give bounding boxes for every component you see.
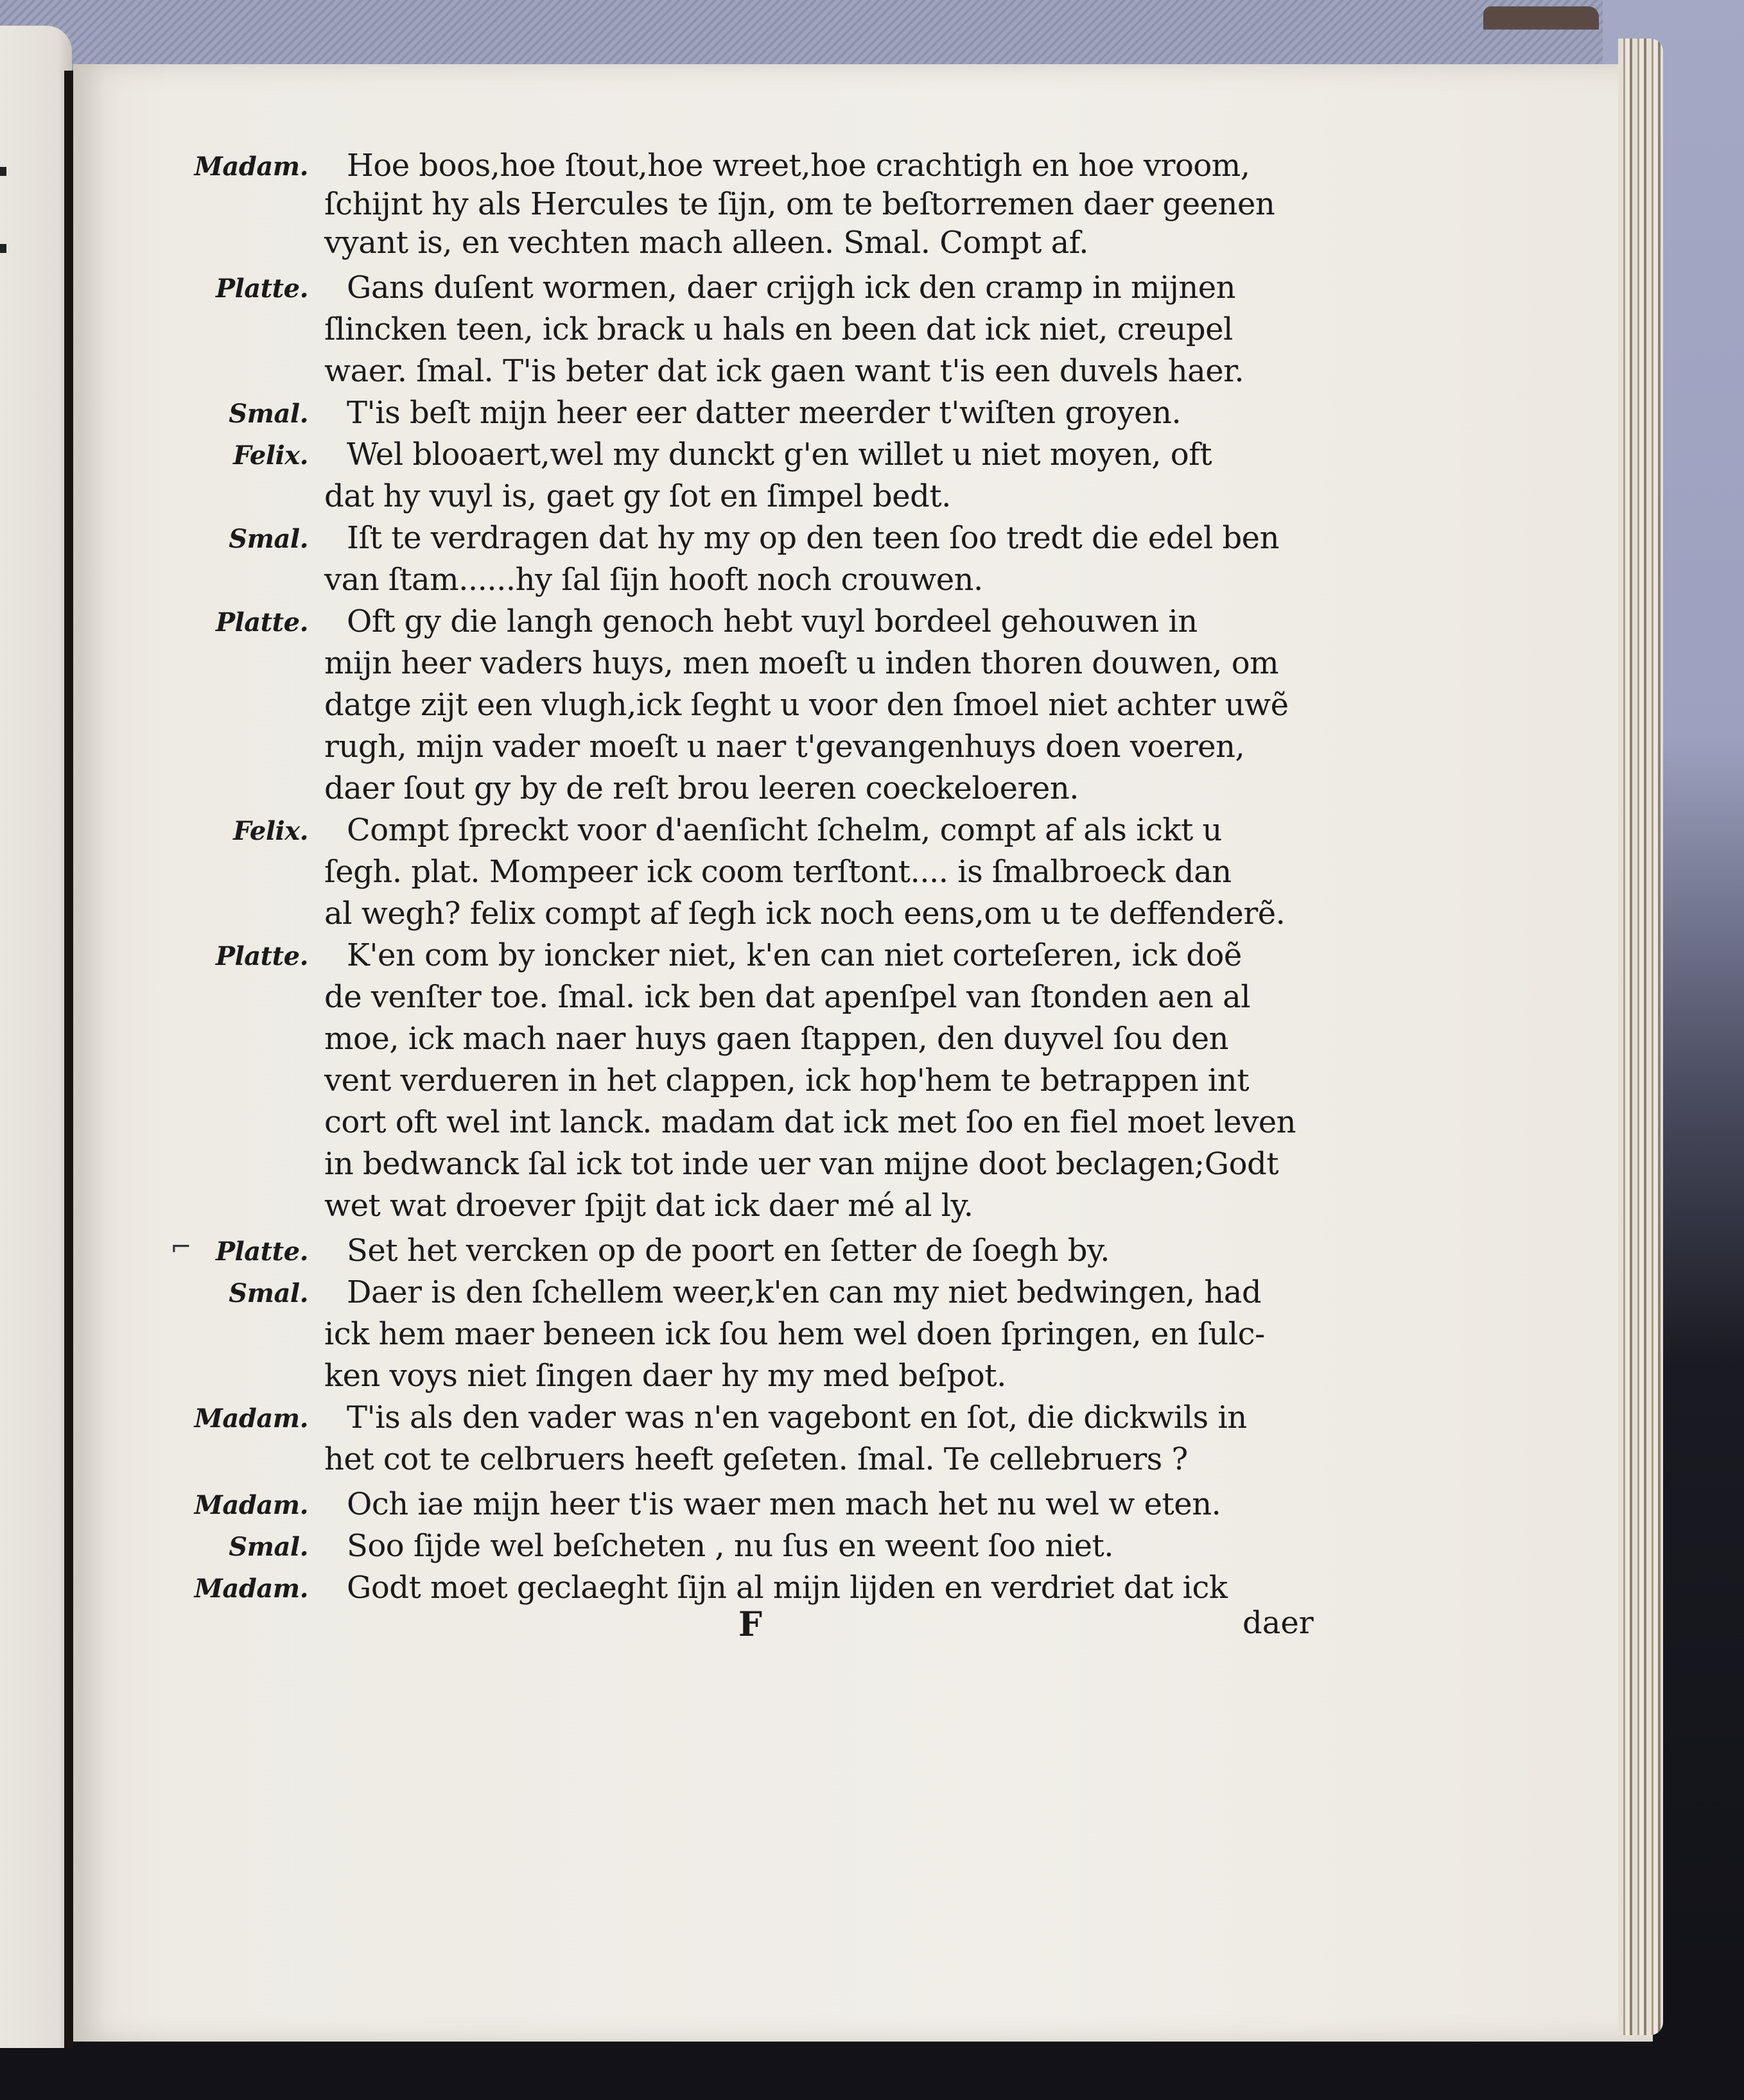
continuation-text: ſlincken teen, ick brack u hals en been dat ick niet, creupel: [324, 311, 1233, 347]
speaker-label: Smal.: [229, 399, 308, 429]
continuation-text: ick hem maer beneen ick ſou hem wel doen ſpringen, en ſulc-: [324, 1316, 1265, 1352]
speech-text: Gans duſent wormen, daer crijgh ick den cramp in mijnen: [347, 270, 1236, 306]
speaker-label: Felix.: [233, 816, 308, 846]
continuation-text: dat hy vuyl is, gaet gy ſot en ſimpel bedt.: [324, 478, 951, 514]
speaker-label: Platte.: [215, 1237, 308, 1267]
speech-text: Hoe boos,hoe ſtout,hoe wreet,hoe crachtigh en hoe vroom,: [347, 148, 1250, 184]
speech-text: Wel blooaert,wel my dunckt g'en willet u niet moyen, oft: [347, 437, 1212, 473]
continuation-text: in bedwanck ſal ick tot inde uer van mijne doot beclagen;Godt: [324, 1146, 1278, 1182]
speaker-label: Madam.: [194, 1403, 308, 1434]
signature-mark: F: [738, 1605, 762, 1644]
continuation-text: al wegh? felix compt af ſegh ick noch eens,om u te deffenderẽ.: [324, 896, 1286, 932]
continuation-text: mijn heer vaders huys, men moeſt u inden thoren douwen, om: [324, 645, 1279, 681]
speaker-label: Platte.: [215, 941, 308, 971]
book-binding: [1483, 6, 1599, 30]
facing-page-left: [0, 26, 72, 2048]
continuation-text: waer. ſmal. T'is beter dat ick gaen want t'is een duvels haer.: [324, 353, 1244, 389]
marginal-bracket-mark: ⌐: [170, 1233, 192, 1262]
speech-text: Daer is den ſchellem weer,k'en can my niet bedwingen, had: [347, 1274, 1262, 1310]
continuation-text: ken voys niet ſingen daer hy my med beſpot.: [324, 1358, 1006, 1394]
continuation-text: vent verdueren in het clappen, ick hop'hem te betrappen int: [324, 1063, 1249, 1098]
continuation-text: moe, ick mach naer huys gaen ſtappen, den duyvel ſou den: [324, 1021, 1229, 1057]
speaker-label: Platte.: [215, 273, 308, 304]
speaker-label: Madam.: [194, 1490, 308, 1520]
speaker-label: Smal.: [229, 1532, 308, 1562]
catchword: daer: [1243, 1605, 1314, 1641]
speech-text: Compt ſpreckt voor d'aenſicht ſchelm, compt af als ickt u: [347, 812, 1222, 848]
continuation-text: vyant is, en vechten mach alleen. Smal. Compt af.: [324, 225, 1089, 261]
speech-text: Soo ſijde wel beſcheten , nu ſus en weent ſoo niet.: [347, 1528, 1114, 1564]
continuation-text: datge zijt een vlugh,ick ſeght u voor den ſmoel niet achter uwẽ: [324, 687, 1289, 723]
page-fore-edge: [1618, 39, 1663, 2035]
speaker-label: Smal.: [229, 1278, 308, 1308]
speaker-label: Felix.: [233, 440, 308, 471]
continuation-text: het cot te celbruers heeft geſeten. ſmal. Te cellebruers ?: [324, 1441, 1188, 1477]
continuation-text: wet wat droever ſpijt dat ick daer mé al ly.: [324, 1188, 973, 1224]
continuation-text: ſchijnt hy als Hercules te ſijn, om te beſtorremen daer geenen: [324, 186, 1275, 222]
speech-text: Oft gy die langh genoch hebt vuyl bordeel gehouwen in: [347, 603, 1198, 639]
speaker-label: Madam.: [194, 1574, 308, 1604]
speech-text: Och iae mijn heer t'is waer men mach het nu wel w eten.: [347, 1486, 1221, 1522]
continuation-text: cort oft wel int lanck. madam dat ick met ſoo en fiel moet leven: [324, 1104, 1296, 1140]
continuation-text: de venſter toe. ſmal. ick ben dat apenſpel van ſtonden aen al: [324, 979, 1251, 1015]
continuation-text: ſegh. plat. Mompeer ick coom terſtont.... is ſmalbroeck dan: [324, 854, 1232, 890]
continuation-text: rugh, mijn vader moeſt u naer t'gevangenhuys doen voeren,: [324, 729, 1245, 765]
speech-text: Iſt te verdragen dat hy my op den teen ſoo tredt die edel ben: [347, 520, 1279, 556]
speech-text: Godt moet geclaeght ſijn al mijn lijden en verdriet dat ick: [347, 1570, 1228, 1606]
speech-text: K'en com by ioncker niet, k'en can niet corteſeren, ick doẽ: [347, 937, 1242, 973]
continuation-text: van ſtam......hy ſal ſijn hooft noch crouwen.: [324, 562, 983, 598]
continuation-text: daer ſout gy by de reſt brou leeren coeckeloeren.: [324, 770, 1079, 806]
speech-text: T'is als den vader was n'en vagebont en ſot, die dickwils in: [347, 1400, 1247, 1436]
speaker-label: Madam.: [194, 152, 308, 182]
ink-mark: [0, 244, 6, 253]
speaker-label: Smal.: [229, 524, 308, 554]
book-gutter: [64, 71, 73, 2048]
speech-text: Set het vercken op de poort en ſetter de ſoegh by.: [347, 1233, 1110, 1269]
speaker-label: Platte.: [215, 607, 308, 638]
ink-mark: [0, 167, 6, 176]
speech-text: T'is beſt mijn heer eer datter meerder t'wiſten groyen.: [347, 395, 1182, 431]
